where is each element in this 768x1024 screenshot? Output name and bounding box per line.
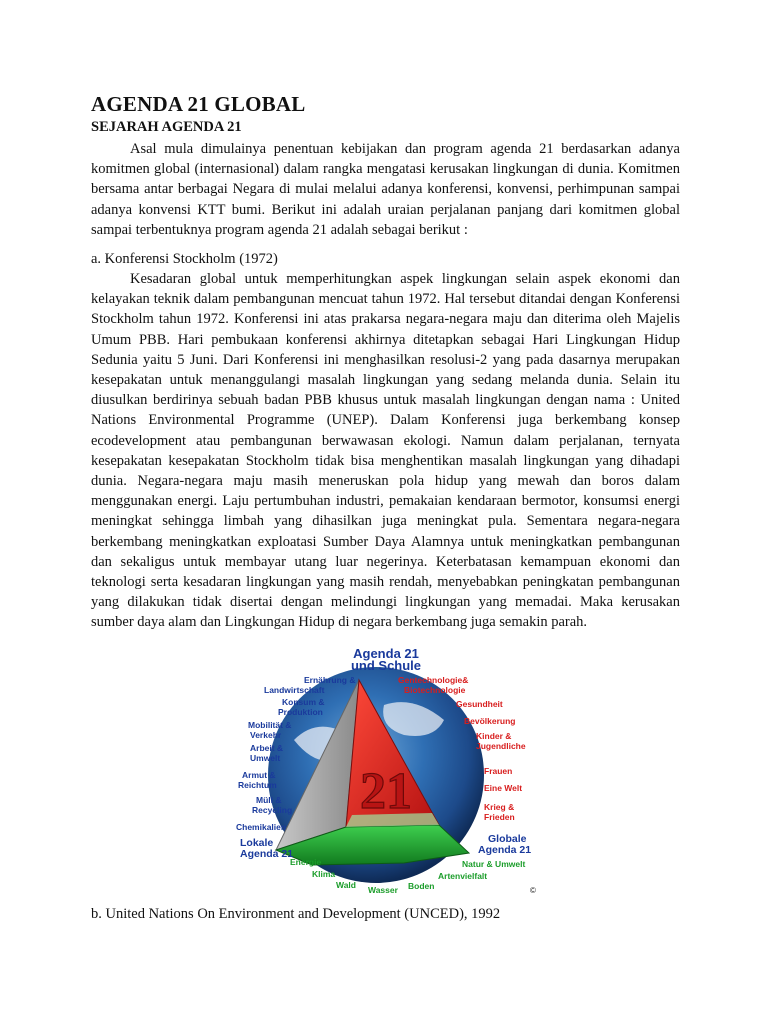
bottom-label: Klima [312,869,336,879]
section-a-paragraph: Kesadaran global untuk memperhitungkan aspek lingkungan selain aspek ekonomi dan kelayakan teknik dalam pembangunan mencuat tahun 1972. Hal tersebut ditandai dengan Konferensi Stockholm tahun 1972. Konferensi ini atas prakarsa negara-negara maju dan diterima oleh Majelis Umum PBB. Hari pembukaan konferensi akhirnya ditetapkan sebagai Hari Lingkungan Hidup Sedunia yaitu 5 Juni. Dari Konferensi ini menghasilkan resolusi-2 yang pada dasarnya merupakan kesepakatan untuk menanggulangi masalah lingkungan yang sedang melanda dunia. Selain itu diusulkan berdirinya sebuah badan PBB khusus untuk masalah lingkungan dengan nama : United Nations Environmental Programme (UNEP). Dalam Konferensi juga berkembang konsep ecodevelopment atau pembangunan berwawasan ekologi. Namun dalam perjalanan, ternyata kesepakatan kesepakatan Stockholm tidak bisa menghentikan masalah lingkungan yang dihadapi dunia. Negara-negara maju masih meneruskan pola hidup yang mewah dan boros dalam menggunakan energi. Laju pertumbuhan industri, pemakaian kendaraan bermotor, konsumsi energi meningkat sehingga limbah yang dihasilkan juga meningkat pula. Sementara negara-negara berkembang meningkatkan exploatasi Sumber Daya Alamnya untuk meningkatkan pembangunan dan sekaligus untuk membayar utang luar negerinya. Keterbatasan kemampuan ekonomi dan teknologi serta kesadaran lingkungan yang masih rendah, menyebabkan peningkatan pembangunan yang dilakukan tidak disertai dengan melindungi lingkungan yang memadai. Maka kerusakan sumber daya alam dan Lingkungan Hidup di negara berkembang juga semakin parah. [91,271,680,631]
left-label: Recycling [252,805,293,815]
copyright-mark: © [530,886,536,895]
left-label: Mobilität & [248,720,292,730]
globale-label: Globale [488,833,527,845]
right-label: Krieg & [484,802,515,812]
figure-title-2: und Schule [350,658,422,673]
left-label: Produktion [278,707,323,717]
left-label: Arbeit & [250,743,284,753]
left-label: Armut & [242,770,276,780]
left-label: Konsum & [282,697,325,707]
left-label: Ernährung & [304,675,356,685]
left-label: Müll & [256,795,282,805]
right-label: Biotechnologie [404,685,466,695]
right-label: Gesundheit [456,699,503,709]
agenda21-diagram [234,645,542,895]
intro-paragraph: Asal mula dimulainya penentuan kebijakan dan program agenda 21 berdasarkan adanya komitmen global (internasional) dalam rangka mengatasi kerusakan lingkungan di dunia. Komitmen bersama antar berbagai Negara di mulai melalui adanya konferensi, konvensi, perhimpunan sampai adanya konvensi KTT bumi. Berikut ini adalah uraian perjalanan panjang dari komitmen global sampai terbentuknya program agenda 21 adalah sebagai berikut : [91,141,680,238]
left-label: Verkehr [250,730,282,740]
right-label: Frauen [484,766,513,776]
right-label: Kinder & [476,731,512,741]
bottom-label: Wald [336,880,356,890]
left-label: Reichtum [238,780,277,790]
bottom-label: Natur & Umwelt [462,859,526,869]
bottom-label: Artenvielfalt [438,871,488,881]
left-label: Chemikalien [236,822,287,832]
section-heading: SEJARAH AGENDA 21 [91,119,242,135]
left-label: Landwirtschaft [264,685,325,695]
lokale-agenda-label: Agenda 21 [240,848,294,860]
right-label: Jugendliche [476,741,526,751]
section-a-title: a. Konferensi Stockholm (1972) [91,251,278,267]
left-label: Umwelt [250,753,281,763]
figure-title-1: Agenda 21 [353,646,419,661]
section-b-title: b. United Nations On Environment and Development (UNCED), 1992 [91,906,501,922]
center-number: 21 [360,763,412,820]
lokale-label: Lokale [240,837,274,849]
globale-agenda-label: Agenda 21 [478,844,532,856]
bottom-label: Wasser [368,885,398,895]
right-label: Bevölkerung [464,716,516,726]
bottom-label: Energie [290,857,322,867]
right-label: Eine Welt [484,783,523,793]
right-label: Gentechnologie& [398,675,469,685]
right-label: Frieden [484,812,515,822]
bottom-label: Boden [408,881,435,891]
page-title: AGENDA 21 GLOBAL [91,92,306,116]
